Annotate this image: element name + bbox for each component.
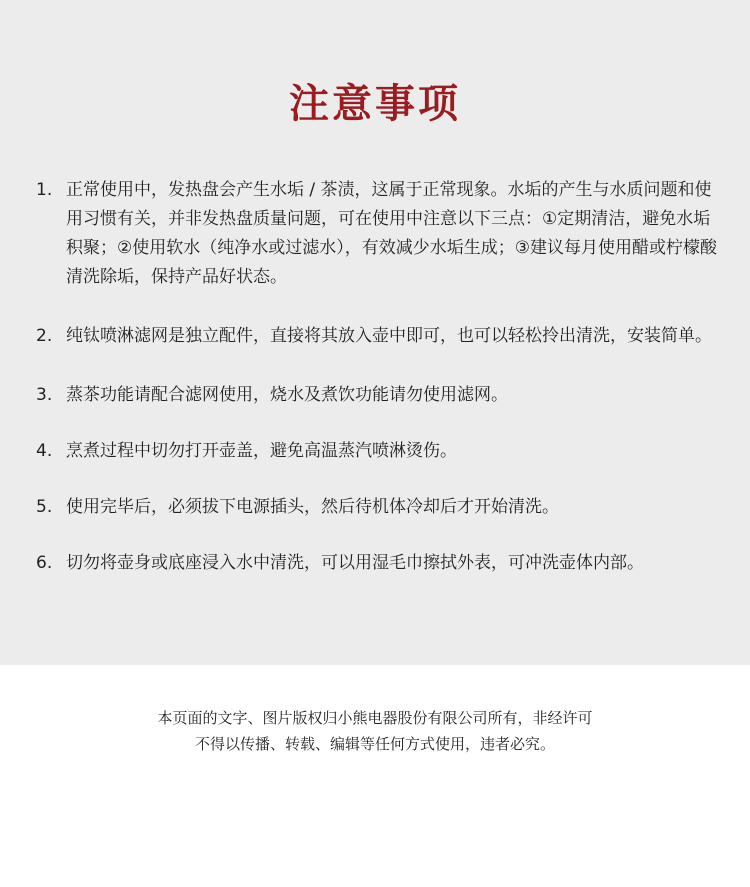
item-text: 纯钛喷淋滤网是独立配件，直接将其放入壶中即可，也可以轻松拎出清洗，安装简单。	[66, 326, 712, 346]
item-number: 4.	[36, 441, 53, 461]
item-text: 烹煮过程中切勿打开壶盖，避免高温蒸汽喷淋烫伤。	[66, 441, 457, 461]
item-text: 蒸茶功能请配合滤网使用，烧水及煮饮功能请勿使用滤网。	[66, 385, 508, 405]
page-title: 注意事项	[289, 81, 461, 127]
copyright-footer	[0, 705, 750, 757]
list-item	[36, 549, 726, 578]
copyright-line-1: 本页面的文字、图片版权归小熊电器股份有限公司所有，非经许可	[157, 709, 593, 727]
list-item	[36, 381, 726, 410]
item-number: 1.	[36, 180, 53, 200]
item-number: 3.	[36, 385, 53, 405]
notice-list	[36, 176, 726, 578]
copyright-line-2: 不得以传播、转载、编辑等任何方式使用，违者必究。	[194, 735, 555, 753]
item-number: 6.	[36, 553, 53, 573]
item-number: 5.	[36, 497, 53, 517]
item-text: 使用完毕后，必须拔下电源插头，然后待机体冷却后才开始清洗。	[66, 497, 559, 517]
list-item	[36, 322, 726, 351]
list-item	[36, 493, 726, 522]
item-text: 切勿将壶身或底座浸入水中清洗，可以用湿毛巾擦拭外表，可冲洗壶体内部。	[66, 553, 644, 573]
item-number: 2.	[36, 326, 53, 346]
list-item	[36, 437, 726, 466]
item-text: 正常使用中，发热盘会产生水垢 / 茶渍，这属于正常现象。水垢的产生与水质问题和使用习惯有关，并非发热盘质量问题，可在使用中注意以下三点：①定期清洁，避免水垢积聚；②使用软水（纯净水或过滤水），有效减少水垢生成；③建议每月使用醋或柠檬酸清洗除垢，保持产品好状态。	[66, 180, 717, 287]
list-item	[36, 176, 726, 292]
